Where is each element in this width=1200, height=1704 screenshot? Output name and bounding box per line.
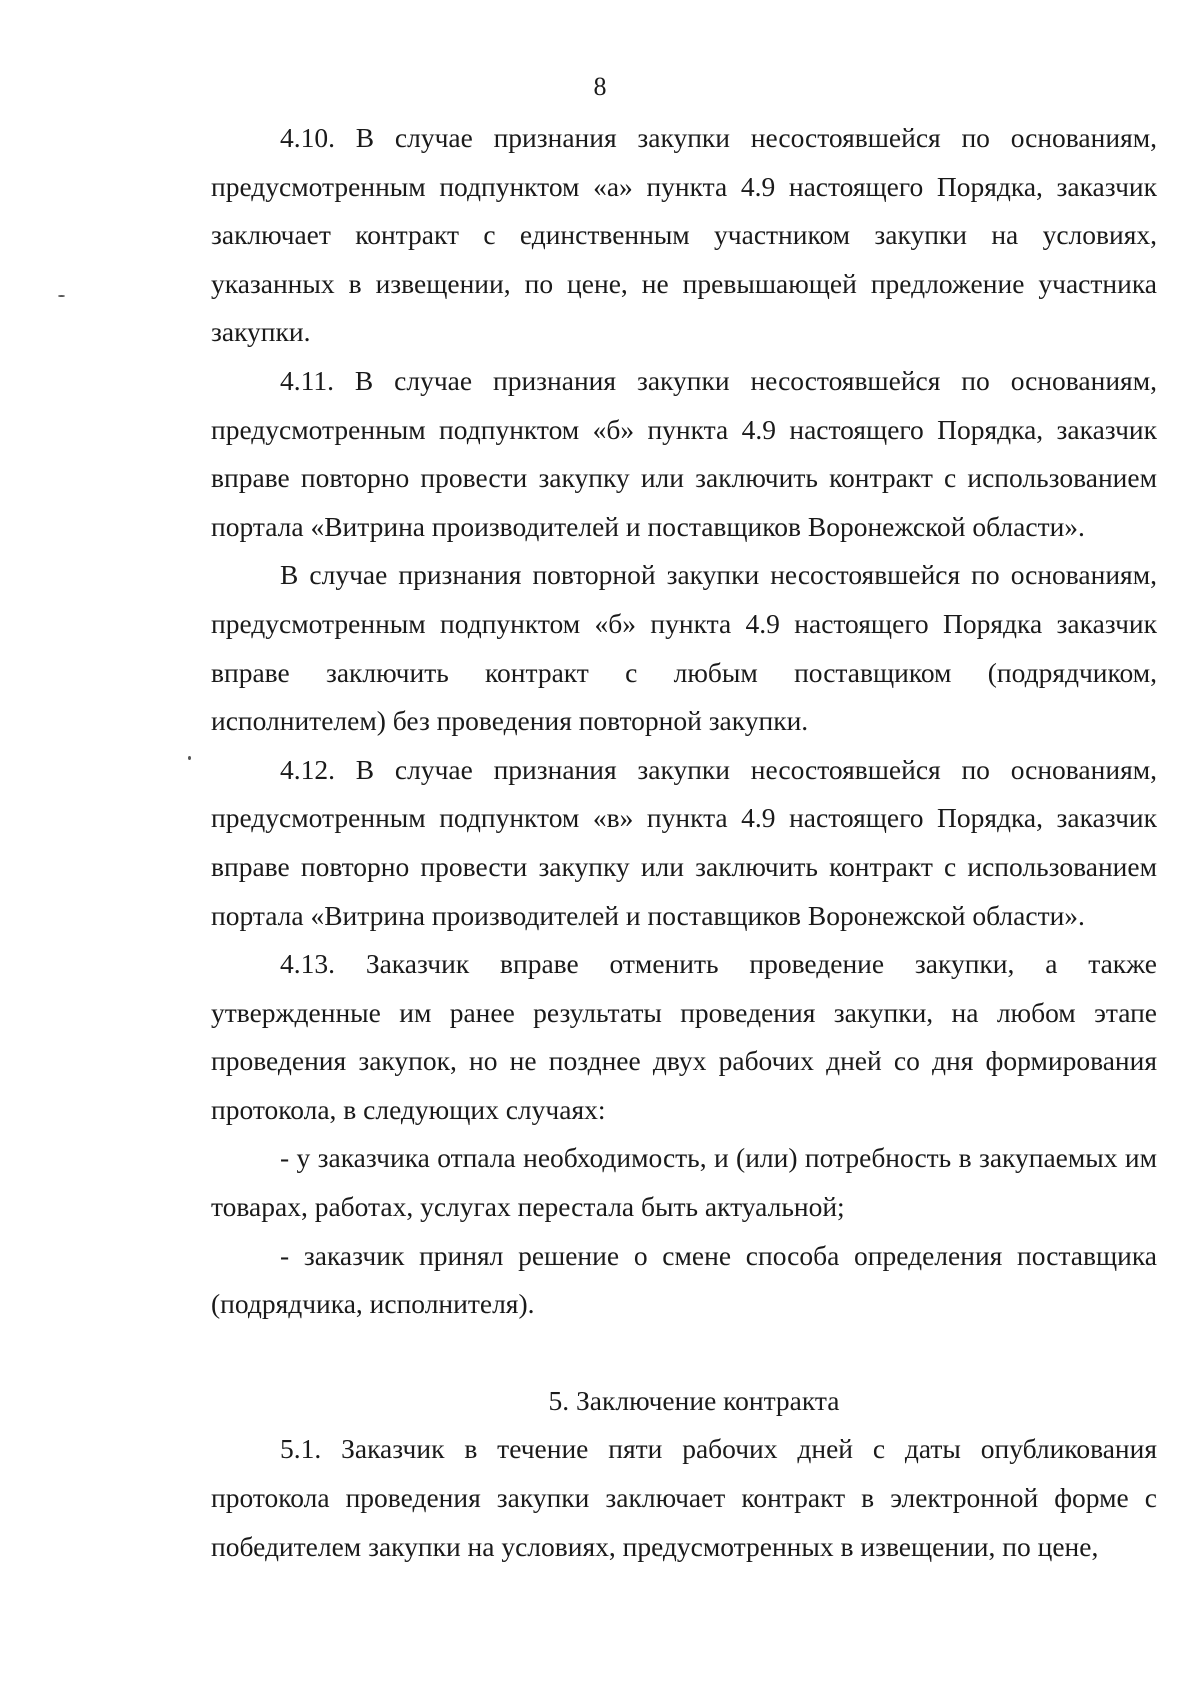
scan-artifact-mark xyxy=(188,756,191,760)
paragraph-4-13: 4.13. Заказчик вправе отменить проведение закупки, а также утвержденные им ранее результаты проведения закупки, на любом этапе проведения закупок, но не позднее двух рабочих дней со дня формирования протокола, в следующих случаях: xyxy=(211,948,1157,1125)
section-5-heading: 5. Заключение контракта xyxy=(548,1384,840,1416)
list-item-4-13-2: - заказчик принял решение о смене способа определения поставщика (подрядчика, исполнителя). xyxy=(211,1239,1157,1320)
page-number: 8 xyxy=(593,72,607,101)
paragraph-4-11-continuation: В случае признания повторной закупки несостоявшейся по основаниям, предусмотренным подпунктом «б» пункта 4.9 настоящего Порядка заказчик вправе заключить контракт с любым поставщиком (подрядчиком, исполнителем) без проведения повторной закупки. xyxy=(211,559,1157,737)
list-item-4-13-1: - у заказчика отпала необходимость, и (или) потребность в закупаемых им товарах, работах, услугах перестала быть актуальной; xyxy=(211,1142,1157,1223)
paragraph-5-1: 5.1. Заказчик в течение пяти рабочих дней с даты опубликования протокола проведения закупки заключает контракт в электронной форме с победителем закупки на условиях, предусмотренных в извещении, по цене, xyxy=(211,1433,1157,1562)
paragraph-4-10: 4.10. В случае признания закупки несостоявшейся по основаниям, предусмотренным подпунктом «а» пункта 4.9 настоящего Порядка, заказчик заключает контракт с единственным участником закупки на условиях, указанных в извещении, по цене, не превышающей предложение участника закупки. xyxy=(211,122,1157,348)
scan-artifact-mark xyxy=(58,295,65,297)
paragraph-4-11: 4.11. В случае признания закупки несостоявшейся по основаниям, предусмотренным подпунктом «б» пункта 4.9 настоящего Порядка, заказчик вправе повторно провести закупку или заключить контракт с использованием портала «Витрина производителей и поставщиков Воронежской области». xyxy=(211,364,1157,542)
document-body xyxy=(211,114,1157,1571)
paragraph-4-12: 4.12. В случае признания закупки несостоявшейся по основаниям, предусмотренным подпунктом «в» пункта 4.9 настоящего Порядка, заказчик вправе повторно провести закупку или заключить контракт с использованием портала «Витрина производителей и поставщиков Воронежской области». xyxy=(211,753,1157,931)
